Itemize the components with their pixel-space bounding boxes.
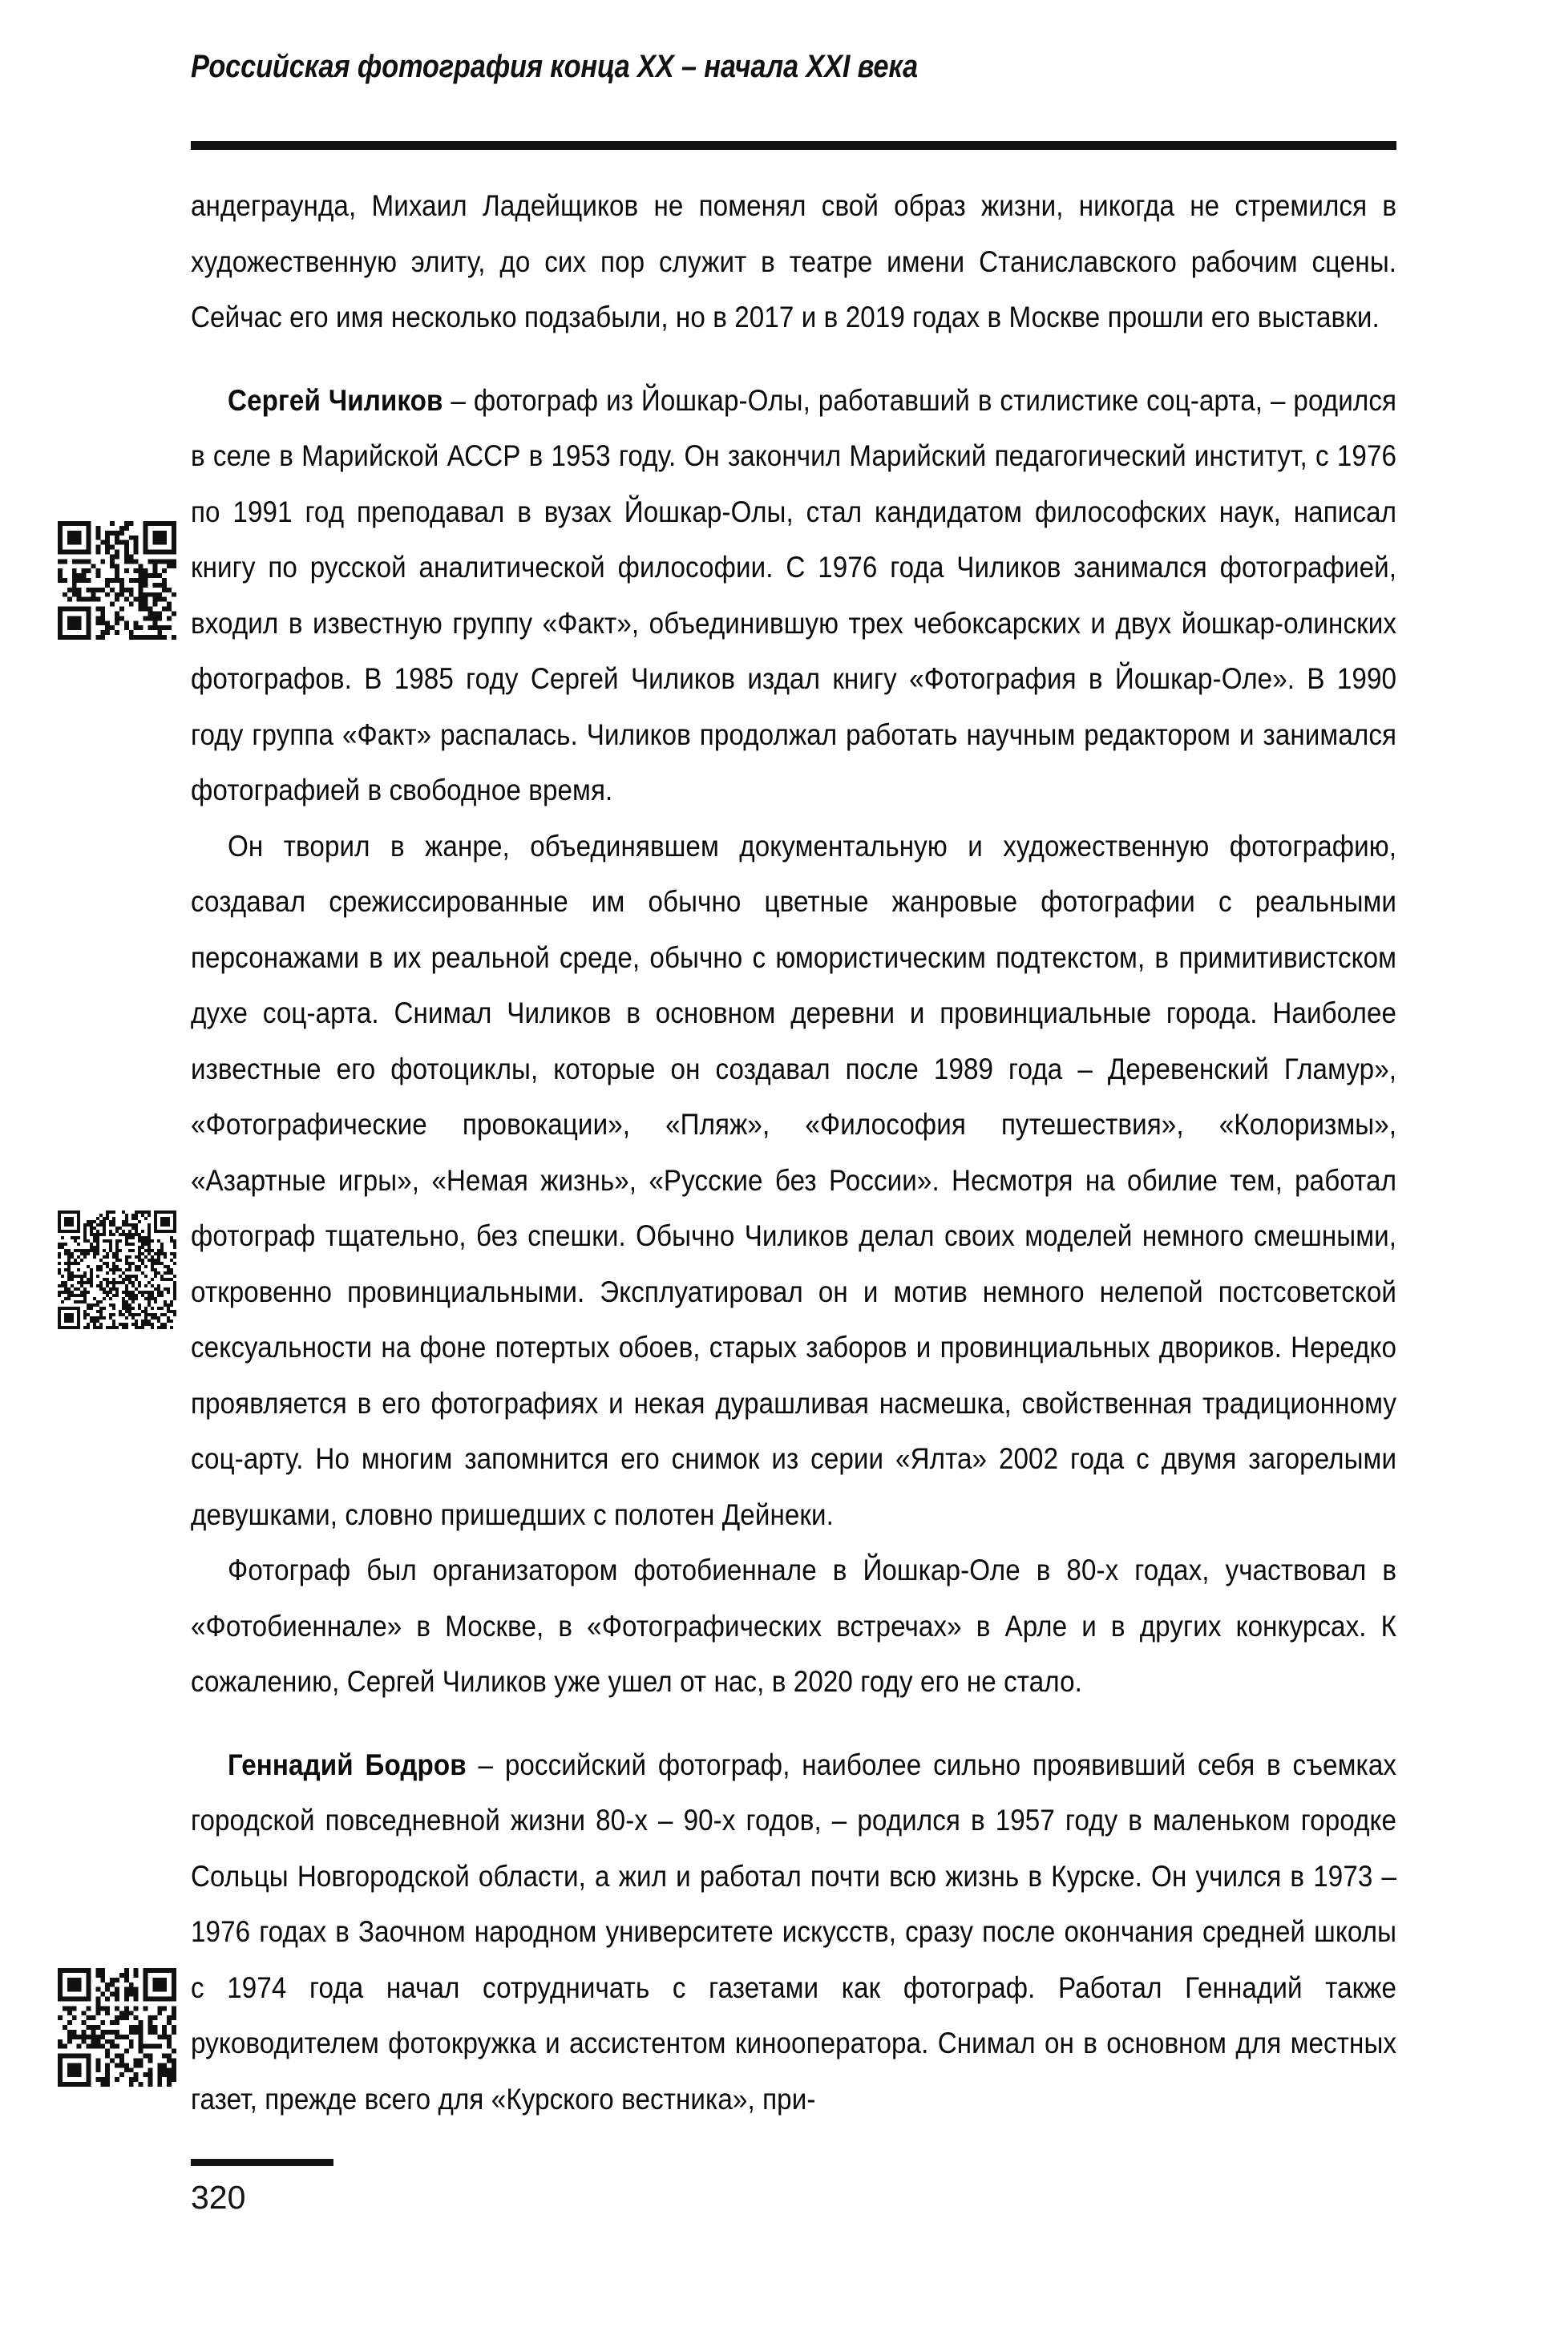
text-column xyxy=(191,178,1396,2127)
paragraph-chilikov-style xyxy=(191,818,1396,1543)
paragraph-text: андеграунда, Михаил Ладейщиков не поменял свой образ жизни, никогда не стремился в художественную элиту, до сих пор служит в театре имени Станиславского рабочим сцены. Сейчас его имя несколько подзабыли, но в 2017 и в 2019 годах в Москве прошли его выставки. xyxy=(191,188,1397,333)
paragraph-ladeyshchikov xyxy=(191,178,1396,346)
person-name-chilikov: Сергей Чиликов xyxy=(228,382,443,417)
running-head: Российская фотография конца XX – начала XXI века xyxy=(191,49,918,84)
page-number: 320 xyxy=(191,2179,246,2216)
paragraph-text: – фотограф из Йошкар-Олы, работавший в стилистике соц-арта, – родился в селе в Марийской АССР в 1953 году. Он закончил Марийский педагогический институт, с 1976 по 1991 год преподавал в вузах Йошкар-Олы, стал кандидатом философских наук, написал книгу по русской аналитической философии. С 1976 года Чиликов занимался фотографией, входил в известную группу «Факт», объединившую трех чебоксарских и двух йошкар-олинских фотографов. В 1985 году Сергей Чиликов издал книгу «Фотография в Йошкар-Оле». В 1990 году группа «Факт» распалась. Чиликов продолжал работать научным редактором и занимался фотографией в свободное время. xyxy=(191,382,1397,806)
paragraph-chilikov-bio xyxy=(191,373,1396,818)
qr-code-chilikov-top[interactable] xyxy=(58,521,176,640)
paragraph-bodrov xyxy=(191,1737,1396,2128)
qr-code-bodrov[interactable] xyxy=(58,1968,176,2087)
qr-code-chilikov-bottom[interactable] xyxy=(58,1210,176,1329)
header-rule xyxy=(191,141,1396,150)
person-name-bodrov: Геннадий Бодров xyxy=(228,1747,467,1781)
paragraph-text: Он творил в жанре, объединявшем документальную и художественную фотографию, создавал срежиссированные им обычно цветные жанровые фотографии с реальными персонажами в их реальной среде, обычно с юмористическим подтекстом, в примитивистском духе соц-арта. Снимал Чиликов в основном деревни и провинциальные города. Наиболее известные его фотоциклы, которые он создавал после 1989 года – Деревенский Гламур», «Фотографические провокации», «Пляж», «Философия путешествия», «Колоризмы», «Азартные игры», «Немая жизнь», «Русские без России». Несмотря на обилие тем, работал фотограф тщательно, без спешки. Обычно Чиликов делал своих моделей немного смешными, откровенно провинциальными. Эксплуатировал он и мотив немного нелепой постсоветской сексуальности на фоне потертых обоев, старых заборов и провинциальных двориков. Нередко проявляется в его фотографиях и некая дурашливая насмешка, свойственная традиционному соц-арту. Но многим запомнится его снимок из серии «Ялта» 2002 года с двумя загорелыми девушками, словно пришедших с полотен Дейнеки. xyxy=(191,828,1397,1531)
paragraph-text: – российский фотограф, наиболее сильно проявивший себя в съемках городской повседневной жизни 80-х – 90-х годов, – родился в 1957 году в маленьком городке Сольцы Новгородской области, а жил и работал почти всю жизнь в Курске. Он учился в 1973 – 1976 годах в Заочном народном университете искусств, сразу после окончания средней школы с 1974 года начал сотрудничать с газетами как фотограф. Работал Геннадий также руководителем фотокружка и ассистентом кинооператора. Снимал он в основном для местных газет, прежде всего для «Курского вестника», при- xyxy=(191,1747,1397,2116)
paragraph-chilikov-career xyxy=(191,1542,1396,1710)
footer-rule xyxy=(191,2159,333,2166)
paragraph-text: Фотограф был организатором фотобиеннале в Йошкар-Оле в 80-х годах, участвовал в «Фотобиеннале» в Москве, в «Фотографических встречах» в Арле и в других конкурсах. К сожалению, Сергей Чиликов уже ушел от нас, в 2020 году его не стало. xyxy=(191,1553,1397,1698)
